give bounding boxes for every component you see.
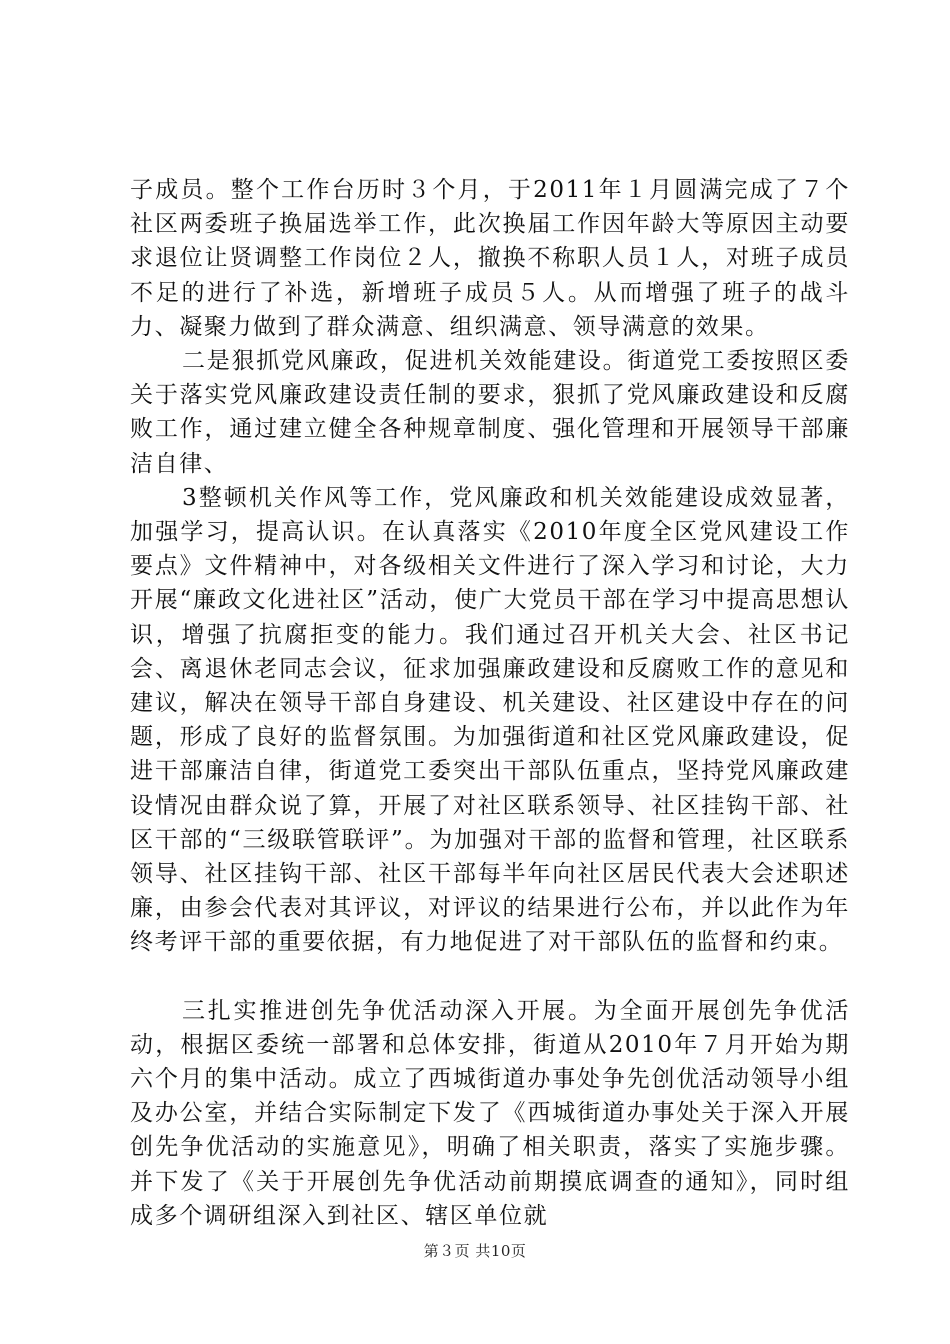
- document-body: [130, 173, 850, 1233]
- paragraph-2: 二是狠抓党风廉政，促进机关效能建设。街道党工委按照区委关于落实党风廉政建设责任制的要求，狠抓了党风廉政建设和反腐败工作，通过建立健全各种规章制度、强化管理和开展领导干部廉洁自律、: [130, 348, 850, 477]
- paragraph-1: 子成员。整个工作台历时３个月，于2011年１月圆满完成了７个社区两委班子换届选举工作，此次换届工作因年龄大等原因主动要求退位让贤调整工作岗位２人，撤换不称职人员１人，对班子成员不足的进行了补选，新增班子成员５人。从而增强了班子的战斗力、凝聚力做到了群众满意、组织满意、领导满意的效果。: [130, 177, 850, 340]
- page-number-footer: 第３页 共10页: [423, 1242, 527, 1260]
- paragraph-4: 三扎实推进创先争优活动深入开展。为全面开展创先争优活动，根据区委统一部署和总体安排，街道从2010年７月开始为期六个月的集中活动。成立了西城街道办事处争先创优活动领导小组及办公室，并结合实际制定下发了《西城街道办事处关于深入开展创先争优活动的实施意见》，明确了相关职责，落实了实施步骤。并下发了《关于开展创先争优活动前期摸底调查的通知》，同时组成多个调研组深入到社区、辖区单位就: [130, 997, 850, 1229]
- paragraph-gap: [130, 960, 850, 994]
- paragraph-3: 3整顿机关作风等工作，党风廉政和机关效能建设成效显著，加强学习，提高认识。在认真落实《2010年度全区党风建设工作要点》文件精神中，对各级相关文件进行了深入学习和讨论，大力开展“廉政文化进社区”活动，使广大党员干部在学习中提高思想认识，增强了抗腐拒变的能力。我们通过召开机关大会、社区书记会、离退休老同志会议，征求加强廉政建设和反腐败工作的意见和建议，解决在领导干部自身建设、机关建设、社区建设中存在的问题，形成了良好的监督氛围。为加强街道和社区党风廉政建设，促进干部廉洁自律，街道党工委突出干部队伍重点，坚持党风廉政建设情况由群众说了算，开展了对社区联系领导、社区挂钩干部、社区干部的“三级联管联评”。为加强对干部的监督和管理，社区联系领导、社区挂钩干部、社区干部每半年向社区居民代表大会述职述廉，由参会代表对其评议，对评议的结果进行公布，并以此作为年终考评干部的重要依据，有力地促进了对干部队伍的监督和约束。: [130, 484, 850, 956]
